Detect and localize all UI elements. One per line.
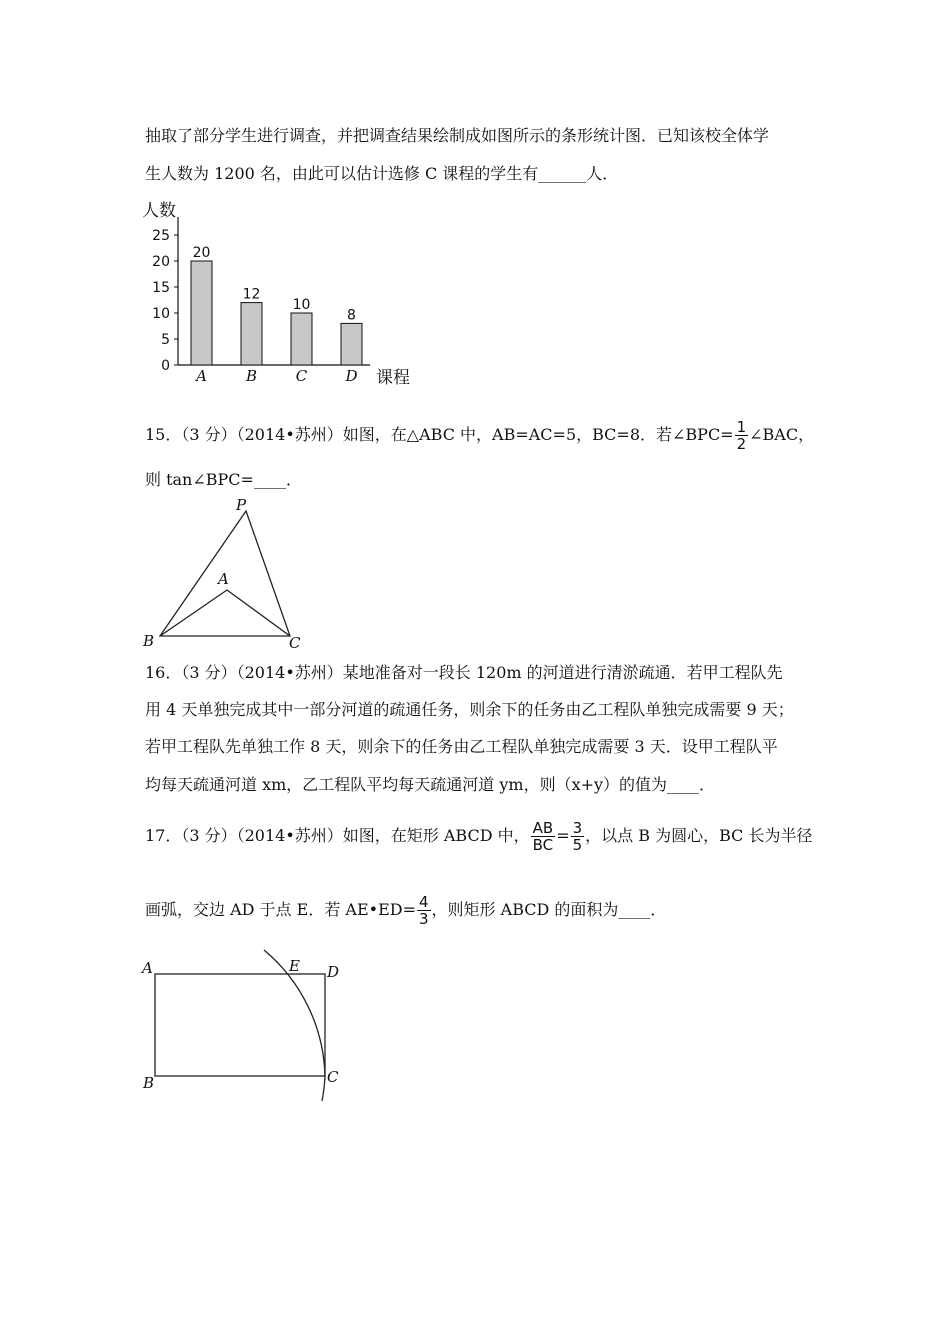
rectangle-abcd xyxy=(155,974,325,1076)
point-label-b: B xyxy=(143,632,155,650)
three-denominator: 3 xyxy=(419,910,429,928)
q15-line-1-end: ∠BAC， xyxy=(749,425,815,444)
q17-text-line-2 xyxy=(145,894,666,927)
point-label-c: C xyxy=(327,1068,339,1086)
half-denominator: 2 xyxy=(736,435,747,453)
point-label-c: C xyxy=(289,634,301,652)
four-thirds-fraction xyxy=(417,894,431,927)
q17-text-line-1 xyxy=(145,820,812,853)
bar-value-label: 12 xyxy=(242,286,261,303)
point-label-d: D xyxy=(327,963,340,981)
ab-numerator: AB xyxy=(532,819,554,837)
four-numerator: 4 xyxy=(419,893,429,911)
bar-chart xyxy=(140,195,430,395)
q17-line-2-start: 画弧，交边 AD 于点 E．若 AE•ED= xyxy=(145,900,416,919)
q17-line-1-start: 17．（3 分）（2014•苏州）如图，在矩形 ABCD 中， xyxy=(145,826,530,845)
x-axis-title: 课程 xyxy=(376,368,410,388)
bar-d xyxy=(341,323,362,365)
y-tick-label: 10 xyxy=(152,306,170,322)
q17-line-2-end: ，则矩形 ABCD 的面积为____． xyxy=(431,900,667,919)
point-label-b: B xyxy=(143,1074,155,1092)
y-tick-label: 20 xyxy=(152,254,170,270)
bar-a xyxy=(191,261,212,365)
q14-text-line-1: 抽取了部分学生进行调查，并把调查结果绘制成如图所示的条形统计图．已知该校全体学 xyxy=(145,126,770,145)
x-tick-label: D xyxy=(345,367,358,385)
five-denominator: 5 xyxy=(572,836,583,854)
equals-sign: = xyxy=(556,826,570,845)
point-label-e: E xyxy=(289,957,300,975)
x-tick-label: B xyxy=(245,367,258,385)
point-label-p: P xyxy=(236,496,247,514)
q16-text-line-1: 16．（3 分）（2014•苏州）某地准备对一段长 120m 的河道进行清淤疏通．若甲工程队先 xyxy=(145,663,783,682)
bar-value-label: 8 xyxy=(347,307,356,324)
triangle-abc-sides xyxy=(160,590,290,636)
bar-c xyxy=(291,313,312,365)
point-label-a: A xyxy=(142,959,153,977)
ab-bc-fraction xyxy=(531,820,556,853)
q15-line-1-start: 15．（3 分）（2014•苏州）如图，在△ABC 中，AB=AC=5，BC=8．若∠BPC= xyxy=(145,425,734,444)
y-tick-label: 0 xyxy=(161,358,170,374)
three-numerator: 3 xyxy=(572,819,583,837)
q16-text-line-3: 若甲工程队先单独工作 8 天，则余下的任务由乙工程队单独完成需要 3 天．设甲工程队平 xyxy=(145,737,778,756)
x-tick-label: A xyxy=(196,367,207,385)
q14-text-line-2: 生人数为 1200 名，由此可以估计选修 C 课程的学生有______人． xyxy=(145,164,619,183)
triangle-figure xyxy=(140,495,320,655)
point-label-a: A xyxy=(218,570,229,588)
three-fifths-fraction xyxy=(571,820,585,853)
y-tick-label: 5 xyxy=(161,332,170,348)
q17-line-1-end: ，以点 B 为圆心，BC 长为半径 xyxy=(585,826,813,845)
q15-text-line-1 xyxy=(145,419,814,452)
y-tick-label: 25 xyxy=(152,228,170,244)
y-tick-label: 15 xyxy=(152,280,170,296)
rectangle-figure xyxy=(140,945,360,1105)
y-axis-title: 人数 xyxy=(142,201,176,221)
x-tick-label: C xyxy=(295,367,308,385)
bar-value-label: 20 xyxy=(192,245,211,261)
half-numerator: 1 xyxy=(736,418,747,436)
q16-text-line-4: 均每天疏通河道 xm，乙工程队平均每天疏通河道 ym，则（x+y）的值为____． xyxy=(145,775,716,794)
bc-denominator: BC xyxy=(532,836,554,854)
bar-value-label: 10 xyxy=(292,297,311,313)
bar-b xyxy=(241,303,262,365)
q16-text-line-2: 用 4 天单独完成其中一部分河道的疏通任务，则余下的任务由乙工程队单独完成需要 9 天； xyxy=(145,700,794,719)
q15-text-line-2: 则 tan∠BPC=____． xyxy=(145,470,302,489)
half-fraction xyxy=(735,419,749,452)
